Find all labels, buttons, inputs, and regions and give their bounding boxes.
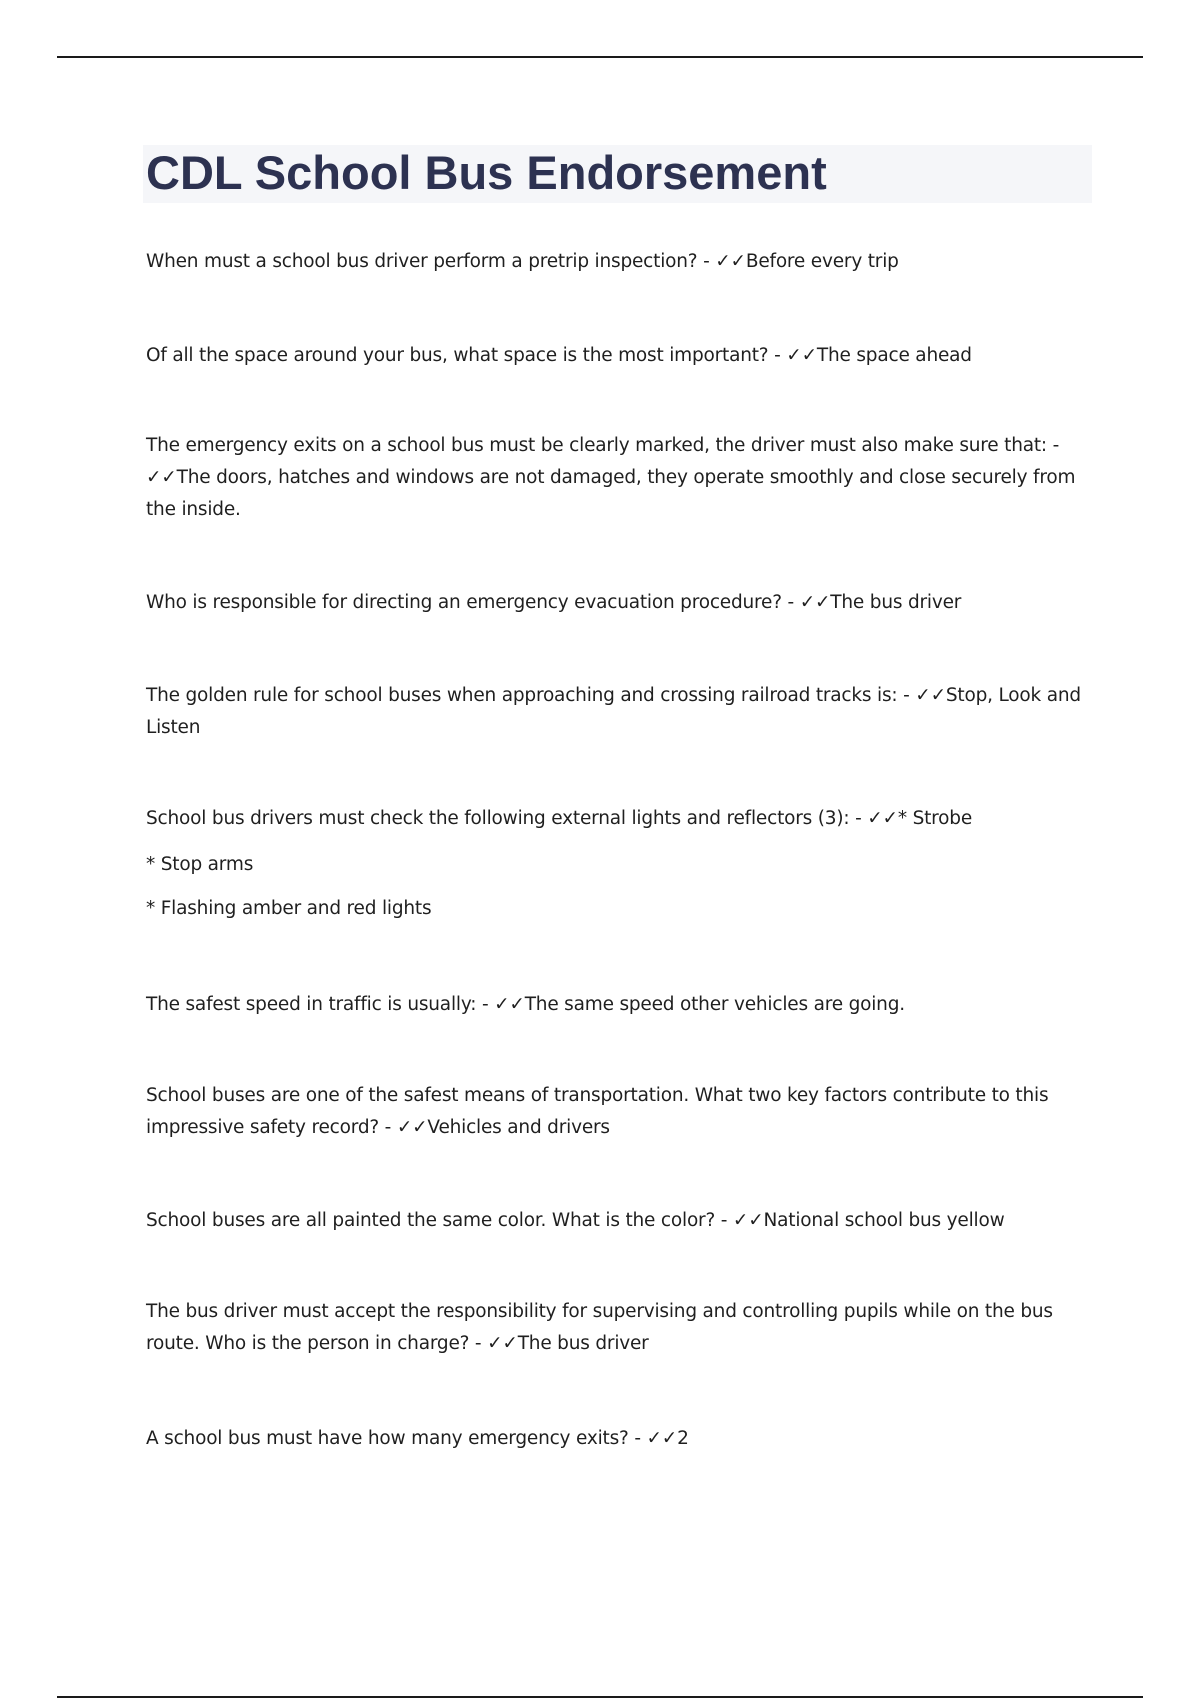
qa-item-2 bbox=[146, 340, 1086, 372]
qa-text: School bus drivers must check the following external lights and reflectors (3): - ✓✓* Strobe bbox=[146, 808, 973, 829]
top-rule bbox=[57, 56, 1143, 58]
qa-item-8 bbox=[146, 1080, 1086, 1144]
qa-item-11 bbox=[146, 1423, 1086, 1455]
qa-item-9 bbox=[146, 1205, 1086, 1237]
qa-text: The bus driver must accept the responsibility for supervising and controlling pupils while on the bus route. Who is the person in charge? - ✓✓The bus driver bbox=[146, 1301, 1053, 1354]
bottom-rule bbox=[57, 1696, 1143, 1698]
qa-item-5 bbox=[146, 680, 1086, 744]
qa-text: Of all the space around your bus, what space is the most important? - ✓✓The space ahead bbox=[146, 345, 972, 366]
qa-text: The safest speed in traffic is usually: - ✓✓The same speed other vehicles are going. bbox=[146, 994, 905, 1015]
qa-item-7 bbox=[146, 989, 1086, 1021]
qa-text: The golden rule for school buses when approaching and crossing railroad tracks is: - ✓✓Stop, Look and Listen bbox=[146, 685, 1081, 738]
qa-list-line: * Flashing amber and red lights bbox=[146, 898, 432, 919]
qa-text: Who is responsible for directing an emergency evacuation procedure? - ✓✓The bus driver bbox=[146, 592, 962, 613]
qa-item-1 bbox=[146, 246, 1086, 278]
qa-text: A school bus must have how many emergency exits? - ✓✓2 bbox=[146, 1428, 689, 1449]
qa-item-10 bbox=[146, 1296, 1086, 1360]
qa-text: School buses are all painted the same color. What is the color? - ✓✓National school bus yellow bbox=[146, 1210, 1005, 1231]
page-title: CDL School Bus Endorsement bbox=[146, 146, 827, 199]
qa-text: School buses are one of the safest means of transportation. What two key factors contribute to this impressive safety record? - ✓✓Vehicles and drivers bbox=[146, 1085, 1049, 1138]
qa-text: When must a school bus driver perform a pretrip inspection? - ✓✓Before every trip bbox=[146, 251, 899, 272]
qa-item-4 bbox=[146, 587, 1086, 619]
qa-text: The emergency exits on a school bus must be clearly marked, the driver must also make sure that: - ✓✓The doors, hatches and windows are not damaged, they operate smoothly and close securely from the inside. bbox=[146, 435, 1076, 520]
qa-item-3 bbox=[146, 430, 1086, 526]
qa-list-line: * Stop arms bbox=[146, 854, 254, 875]
qa-item-6 bbox=[146, 803, 1086, 925]
